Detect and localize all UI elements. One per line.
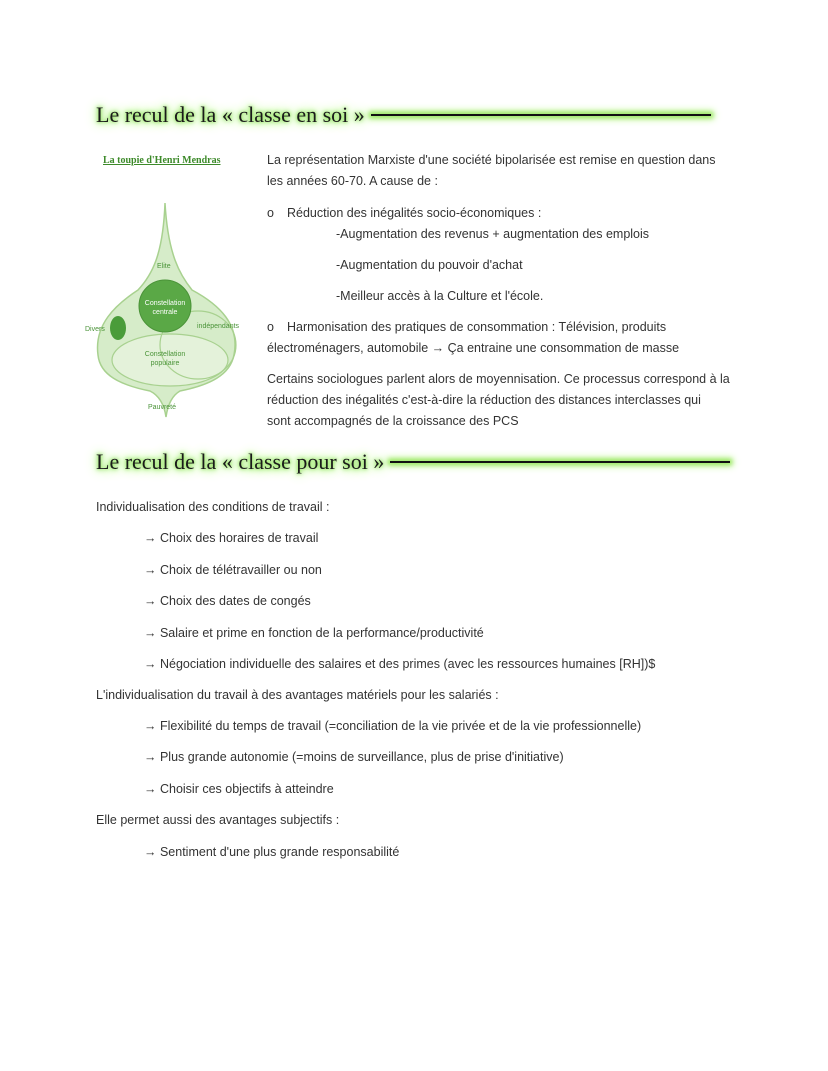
label-centrale: centrale	[152, 309, 178, 316]
conclusion-line: sont accompagnés de la croissance des PCS	[267, 414, 519, 428]
bullet-item	[267, 320, 666, 334]
intro-line: La représentation Marxiste d'une société bipolarisée est remise en question dans	[267, 153, 716, 167]
heading-rule	[390, 461, 730, 463]
toupie-mendras-diagram	[80, 195, 260, 435]
paragraph-intro: Elle permet aussi des avantages subjectifs :	[96, 813, 340, 827]
divers-shape	[110, 316, 126, 340]
label-elite: Elite	[157, 263, 171, 270]
bullet-marker: o	[267, 320, 274, 334]
list-item: → Sentiment d'une plus grande responsabilité	[144, 845, 400, 859]
section-heading-classe-en-soi	[96, 102, 711, 128]
bullet-continuation: électroménagers, automobile → Ça entraine une consommation de masse	[267, 341, 680, 355]
section-heading-classe-pour-soi	[96, 449, 730, 475]
label-divers: Divers	[85, 326, 105, 333]
bullet-text: Réduction des inégalités socio-économiques :	[287, 206, 542, 220]
sub-item: -Meilleur accès à la Culture et l'école.	[336, 289, 544, 303]
list-item: → Choix de télétravailler ou non	[144, 563, 322, 577]
heading-text: Le recul de la « classe en soi »	[96, 102, 365, 127]
heading-text: Le recul de la « classe pour soi »	[96, 449, 385, 474]
list-item: → Choix des dates de congés	[144, 594, 311, 608]
label-constellation-populaire: Constellation	[144, 351, 186, 358]
label-populaire: populaire	[150, 360, 180, 367]
label-pauvrete: Pauvreté	[148, 404, 177, 411]
sub-item: -Augmentation du pouvoir d'achat	[336, 258, 523, 272]
paragraph-intro: L'individualisation du travail à des avantages matériels pour les salariés :	[96, 688, 499, 702]
label-constellation-centrale: Constellation	[144, 300, 186, 307]
list-item: → Plus grande autonomie (=moins de surveillance, plus de prise d'initiative)	[144, 750, 564, 764]
intro-line: les années 60-70. A cause de :	[267, 174, 438, 188]
conclusion-line: réduction des inégalités c'est-à-dire la réduction des distances interclasses qui	[267, 393, 701, 407]
bullet-item	[267, 206, 541, 220]
list-item: → Choix des horaires de travail	[144, 531, 319, 545]
bullet-text: Harmonisation des pratiques de consommation : Télévision, produits	[287, 320, 667, 334]
list-item: → Négociation individuelle des salaires et des primes (avec les ressources humaines [RH])$	[144, 657, 656, 671]
list-item: → Flexibilité du temps de travail (=conciliation de la vie privée et de la vie professionnelle)	[144, 719, 642, 733]
paragraph-intro: Individualisation des conditions de travail :	[96, 500, 330, 514]
conclusion-line: Certains sociologues parlent alors de moyennisation. Ce processus correspond à la	[267, 372, 730, 386]
list-item: → Salaire et prime en fonction de la performance/productivité	[144, 626, 484, 640]
bullet-marker: o	[267, 206, 274, 220]
sub-item: -Augmentation des revenus + augmentation des emplois	[336, 227, 650, 241]
figure-title: La toupie d'Henri Mendras	[103, 155, 221, 166]
label-independants: indépendants	[197, 323, 240, 330]
list-item: → Choisir ces objectifs à atteindre	[144, 782, 334, 796]
heading-rule	[371, 114, 711, 116]
